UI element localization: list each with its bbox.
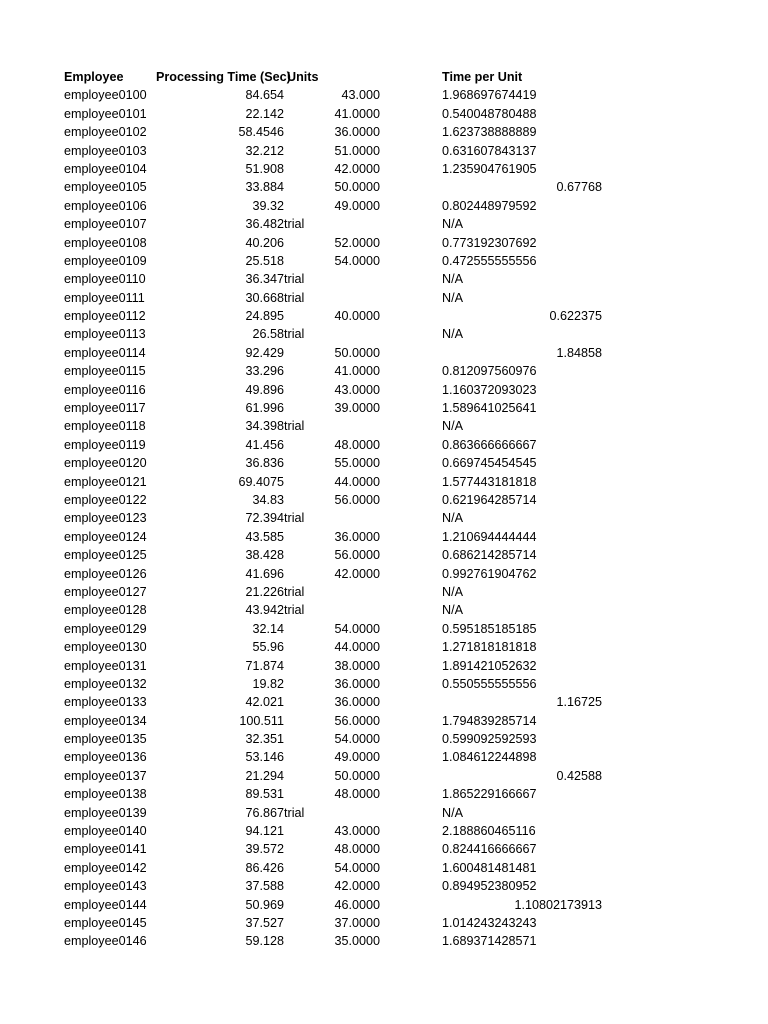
employee-cell: employee0128 xyxy=(64,603,147,618)
table-row xyxy=(64,730,604,748)
units-cell: 43.0000 xyxy=(334,824,380,839)
note-cell: trial xyxy=(284,272,305,287)
table-row xyxy=(64,509,604,527)
processing-time-cell: 94.121 xyxy=(245,824,284,839)
table-row xyxy=(64,748,604,766)
employee-cell: employee0136 xyxy=(64,750,147,765)
time-per-unit-cell: N/A xyxy=(442,327,463,342)
note-cell: trial xyxy=(284,419,305,434)
employee-cell: employee0133 xyxy=(64,695,147,710)
time-per-unit-cell: 0.595185185185 xyxy=(442,621,537,636)
units-cell: 48.0000 xyxy=(334,437,380,452)
time-per-unit-cell: 0.669745454545 xyxy=(442,456,537,471)
table-row xyxy=(64,914,604,932)
table-row xyxy=(64,583,604,601)
note-cell: trial xyxy=(284,290,305,305)
employee-cell: employee0120 xyxy=(64,456,147,471)
employee-cell: employee0123 xyxy=(64,511,147,526)
units-cell: 48.0000 xyxy=(334,842,380,857)
time-per-unit-cell: 0.992761904762 xyxy=(442,566,537,581)
table-row xyxy=(64,601,604,619)
units-cell: 52.0000 xyxy=(334,235,380,250)
units-cell: 48.0000 xyxy=(334,787,380,802)
table-row xyxy=(64,528,604,546)
time-per-unit-cell: 0.824416666667 xyxy=(442,842,537,857)
units-cell: 35.0000 xyxy=(334,934,380,949)
units-cell: 42.0000 xyxy=(334,566,380,581)
processing-time-cell: 22.142 xyxy=(245,106,284,121)
units-cell: 43.000 xyxy=(341,88,380,103)
employee-cell: employee0135 xyxy=(64,732,147,747)
employee-cell: employee0114 xyxy=(64,345,146,360)
employee-cell: employee0140 xyxy=(64,824,147,839)
table-row xyxy=(64,178,604,196)
time-per-unit-cell: N/A xyxy=(442,511,463,526)
processing-time-cell: 43.585 xyxy=(245,529,284,544)
table-row xyxy=(64,270,604,288)
employee-cell: employee0101 xyxy=(64,106,147,121)
employee-cell: employee0142 xyxy=(64,860,147,875)
header-time-per-unit: Time per Unit xyxy=(442,70,523,84)
processing-time-cell: 36.347 xyxy=(245,272,284,287)
employee-cell: employee0145 xyxy=(64,915,147,930)
header-employee: Employee xyxy=(64,70,124,84)
time-per-unit-cell: N/A xyxy=(442,290,463,305)
employee-cell: employee0105 xyxy=(64,180,147,195)
units-cell: 50.0000 xyxy=(334,180,380,195)
processing-time-cell: 49.896 xyxy=(245,382,284,397)
table-row xyxy=(64,675,604,693)
processing-time-cell: 41.456 xyxy=(245,437,284,452)
time-per-unit-cell: 0.599092592593 xyxy=(442,732,537,747)
time-per-unit-cell: 0.472555555556 xyxy=(442,253,537,268)
time-per-unit-cell: 1.271818181818 xyxy=(442,640,537,655)
employee-cell: employee0131 xyxy=(64,658,147,673)
table-row xyxy=(64,785,604,803)
employee-cell: employee0141 xyxy=(64,842,147,857)
table-row xyxy=(64,307,604,325)
table-row xyxy=(64,454,604,472)
time-per-unit-cell: 0.67768 xyxy=(556,180,602,195)
units-cell: 42.0000 xyxy=(334,161,380,176)
table-row xyxy=(64,289,604,307)
table-row xyxy=(64,252,604,270)
units-cell: 39.0000 xyxy=(334,401,380,416)
processing-time-cell: 89.531 xyxy=(245,787,284,802)
time-per-unit-cell: 1.014243243243 xyxy=(442,915,537,930)
table-row xyxy=(64,822,604,840)
employee-cell: employee0100 xyxy=(64,88,147,103)
time-per-unit-cell: N/A xyxy=(442,217,463,232)
table-row xyxy=(64,877,604,895)
processing-time-cell: 41.696 xyxy=(245,566,284,581)
time-per-unit-cell: 0.622375 xyxy=(549,309,602,324)
employee-cell: employee0112 xyxy=(64,309,146,324)
units-cell: 36.0000 xyxy=(334,125,380,140)
employee-cell: employee0107 xyxy=(64,217,147,232)
processing-time-cell: 19.82 xyxy=(252,676,284,691)
time-per-unit-cell: 0.812097560976 xyxy=(442,364,537,379)
employee-cell: employee0108 xyxy=(64,235,147,250)
processing-time-cell: 92.429 xyxy=(245,345,284,360)
processing-time-cell: 21.226 xyxy=(245,584,284,599)
table-row xyxy=(64,546,604,564)
employee-cell: employee0111 xyxy=(64,290,145,305)
note-cell: trial xyxy=(284,217,305,232)
processing-time-cell: 26.58 xyxy=(252,327,284,342)
employee-cell: employee0115 xyxy=(64,364,146,379)
table-row xyxy=(64,804,604,822)
employee-cell: employee0124 xyxy=(64,529,147,544)
processing-time-cell: 30.668 xyxy=(245,290,284,305)
table-row xyxy=(64,436,604,454)
employee-cell: employee0119 xyxy=(64,437,146,452)
processing-time-cell: 36.482 xyxy=(245,217,284,232)
table-row xyxy=(64,160,604,178)
time-per-unit-cell: N/A xyxy=(442,805,463,820)
table-row xyxy=(64,767,604,785)
note-cell: trial xyxy=(284,511,305,526)
time-per-unit-cell: 0.773192307692 xyxy=(442,235,537,250)
processing-time-cell: 72.394 xyxy=(245,511,284,526)
table-row xyxy=(64,565,604,583)
units-cell: 56.0000 xyxy=(334,492,380,507)
processing-time-cell: 43.942 xyxy=(245,603,284,618)
employee-cell: employee0144 xyxy=(64,897,147,912)
table-row xyxy=(64,381,604,399)
table-row xyxy=(64,215,604,233)
units-cell: 40.0000 xyxy=(334,309,380,324)
time-per-unit-cell: 0.540048780488 xyxy=(442,106,537,121)
employee-cell: employee0118 xyxy=(64,419,146,434)
table-row xyxy=(64,197,604,215)
units-cell: 41.0000 xyxy=(334,364,380,379)
time-per-unit-cell: 0.686214285714 xyxy=(442,548,537,563)
employee-cell: employee0104 xyxy=(64,161,147,176)
table-row xyxy=(64,123,604,141)
employee-cell: employee0110 xyxy=(64,272,146,287)
table-body xyxy=(64,86,604,950)
table-row xyxy=(64,712,604,730)
processing-time-cell: 55.96 xyxy=(252,640,284,655)
units-cell: 38.0000 xyxy=(334,658,380,673)
processing-time-cell: 39.572 xyxy=(245,842,284,857)
table-row xyxy=(64,859,604,877)
processing-time-cell: 61.996 xyxy=(245,401,284,416)
table-row xyxy=(64,932,604,950)
time-per-unit-cell: 0.42588 xyxy=(556,768,602,783)
units-cell: 41.0000 xyxy=(334,106,380,121)
units-cell: 56.0000 xyxy=(334,548,380,563)
processing-time-cell: 24.895 xyxy=(245,309,284,324)
processing-time-cell: 39.32 xyxy=(252,198,284,213)
employee-cell: employee0109 xyxy=(64,253,147,268)
table-row xyxy=(64,344,604,362)
units-cell: 50.0000 xyxy=(334,345,380,360)
units-cell: 54.0000 xyxy=(334,732,380,747)
time-per-unit-cell: 1.10802173913 xyxy=(514,897,602,912)
processing-time-cell: 86.426 xyxy=(245,860,284,875)
time-per-unit-cell: 0.863666666667 xyxy=(442,437,537,452)
employee-cell: employee0117 xyxy=(64,401,146,416)
time-per-unit-cell: 0.631607843137 xyxy=(442,143,537,158)
table-row xyxy=(64,491,604,509)
units-cell: 36.0000 xyxy=(334,695,380,710)
processing-time-cell: 69.4075 xyxy=(238,474,284,489)
time-per-unit-cell: 1.794839285714 xyxy=(442,713,537,728)
processing-time-cell: 42.021 xyxy=(245,695,284,710)
processing-time-cell: 33.884 xyxy=(245,180,284,195)
table-row xyxy=(64,620,604,638)
time-per-unit-cell: 1.968697674419 xyxy=(442,88,537,103)
time-per-unit-cell: 0.802448979592 xyxy=(442,198,537,213)
employee-cell: employee0122 xyxy=(64,492,147,507)
processing-time-cell: 37.527 xyxy=(245,915,284,930)
processing-time-cell: 32.212 xyxy=(245,143,284,158)
table-row xyxy=(64,473,604,491)
header-processing-time: Processing Time (Sec) xyxy=(156,70,291,84)
employee-cell: employee0106 xyxy=(64,198,147,213)
time-per-unit-cell: N/A xyxy=(442,272,463,287)
processing-time-cell: 51.908 xyxy=(245,161,284,176)
time-per-unit-cell: 1.689371428571 xyxy=(442,934,537,949)
processing-time-cell: 25.518 xyxy=(245,253,284,268)
processing-time-cell: 53.146 xyxy=(245,750,284,765)
employee-cell: employee0138 xyxy=(64,787,147,802)
units-cell: 54.0000 xyxy=(334,253,380,268)
table-row xyxy=(64,693,604,711)
units-cell: 55.0000 xyxy=(334,456,380,471)
time-per-unit-cell: 0.550555555556 xyxy=(442,676,537,691)
time-per-unit-cell: 1.210694444444 xyxy=(442,529,537,544)
processing-time-cell: 32.351 xyxy=(245,732,284,747)
employee-cell: employee0129 xyxy=(64,621,147,636)
processing-time-cell: 76.867 xyxy=(245,805,284,820)
note-cell: trial xyxy=(284,327,305,342)
units-cell: 36.0000 xyxy=(334,529,380,544)
employee-cell: employee0102 xyxy=(64,125,147,140)
table-row xyxy=(64,362,604,380)
table-row xyxy=(64,840,604,858)
table-row xyxy=(64,325,604,343)
units-cell: 49.0000 xyxy=(334,198,380,213)
table-row xyxy=(64,86,604,104)
time-per-unit-cell: 2.188860465116 xyxy=(442,824,536,839)
time-per-unit-cell: 1.600481481481 xyxy=(442,860,537,875)
employee-cell: employee0132 xyxy=(64,676,147,691)
note-cell: trial xyxy=(284,603,305,618)
processing-time-cell: 32.14 xyxy=(252,621,284,636)
processing-time-cell: 58.4546 xyxy=(238,125,284,140)
processing-time-cell: 71.874 xyxy=(245,658,284,673)
units-cell: 44.0000 xyxy=(334,474,380,489)
processing-time-cell: 21.294 xyxy=(245,768,284,783)
time-per-unit-cell: 1.16725 xyxy=(556,695,602,710)
processing-time-cell: 100.511 xyxy=(239,713,284,728)
employee-cell: employee0113 xyxy=(64,327,146,342)
time-per-unit-cell: 1.891421052632 xyxy=(442,658,537,673)
table-row xyxy=(64,896,604,914)
employee-cell: employee0146 xyxy=(64,934,147,949)
units-cell: 43.0000 xyxy=(334,382,380,397)
time-per-unit-cell: 1.235904761905 xyxy=(442,161,537,176)
time-per-unit-cell: 1.589641025641 xyxy=(442,401,537,416)
units-cell: 50.0000 xyxy=(334,768,380,783)
employee-cell: employee0139 xyxy=(64,805,147,820)
note-cell: trial xyxy=(284,584,305,599)
employee-cell: employee0121 xyxy=(64,474,147,489)
header-row xyxy=(64,68,604,86)
employee-cell: employee0134 xyxy=(64,713,147,728)
units-cell: 49.0000 xyxy=(334,750,380,765)
units-cell: 44.0000 xyxy=(334,640,380,655)
processing-time-cell: 50.969 xyxy=(245,897,284,912)
employee-cell: employee0126 xyxy=(64,566,147,581)
table-row xyxy=(64,142,604,160)
units-cell: 36.0000 xyxy=(334,676,380,691)
time-per-unit-cell: N/A xyxy=(442,419,463,434)
units-cell: 46.0000 xyxy=(334,897,380,912)
units-cell: 54.0000 xyxy=(334,621,380,636)
time-per-unit-cell: 1.577443181818 xyxy=(442,474,537,489)
employee-cell: employee0137 xyxy=(64,768,147,783)
units-cell: 51.0000 xyxy=(334,143,380,158)
time-per-unit-cell: 0.894952380952 xyxy=(442,879,537,894)
processing-time-cell: 34.83 xyxy=(252,492,284,507)
processing-time-cell: 40.206 xyxy=(245,235,284,250)
employee-cell: employee0130 xyxy=(64,640,147,655)
table-row xyxy=(64,234,604,252)
spreadsheet-table xyxy=(64,68,604,951)
time-per-unit-cell: 1.865229166667 xyxy=(442,787,537,802)
employee-cell: employee0127 xyxy=(64,584,147,599)
table-row xyxy=(64,417,604,435)
processing-time-cell: 34.398 xyxy=(245,419,284,434)
processing-time-cell: 38.428 xyxy=(245,548,284,563)
employee-cell: employee0143 xyxy=(64,879,147,894)
processing-time-cell: 36.836 xyxy=(245,456,284,471)
table-row xyxy=(64,657,604,675)
table-row xyxy=(64,105,604,123)
employee-cell: employee0103 xyxy=(64,143,147,158)
processing-time-cell: 59.128 xyxy=(245,934,284,949)
units-cell: 42.0000 xyxy=(334,879,380,894)
processing-time-cell: 84.654 xyxy=(245,88,284,103)
time-per-unit-cell: 1.084612244898 xyxy=(442,750,537,765)
processing-time-cell: 37.588 xyxy=(245,879,284,894)
time-per-unit-cell: 1.160372093023 xyxy=(442,382,537,397)
units-cell: 54.0000 xyxy=(334,860,380,875)
header-units: Units xyxy=(287,70,319,84)
units-cell: 37.0000 xyxy=(334,915,380,930)
note-cell: trial xyxy=(284,805,305,820)
units-cell: 56.0000 xyxy=(334,713,380,728)
time-per-unit-cell: N/A xyxy=(442,584,463,599)
employee-cell: employee0116 xyxy=(64,382,146,397)
time-per-unit-cell: 0.621964285714 xyxy=(442,492,537,507)
processing-time-cell: 33.296 xyxy=(245,364,284,379)
time-per-unit-cell: N/A xyxy=(442,603,463,618)
time-per-unit-cell: 1.84858 xyxy=(556,345,602,360)
table-row xyxy=(64,399,604,417)
table-row xyxy=(64,638,604,656)
time-per-unit-cell: 1.623738888889 xyxy=(442,125,537,140)
employee-cell: employee0125 xyxy=(64,548,147,563)
